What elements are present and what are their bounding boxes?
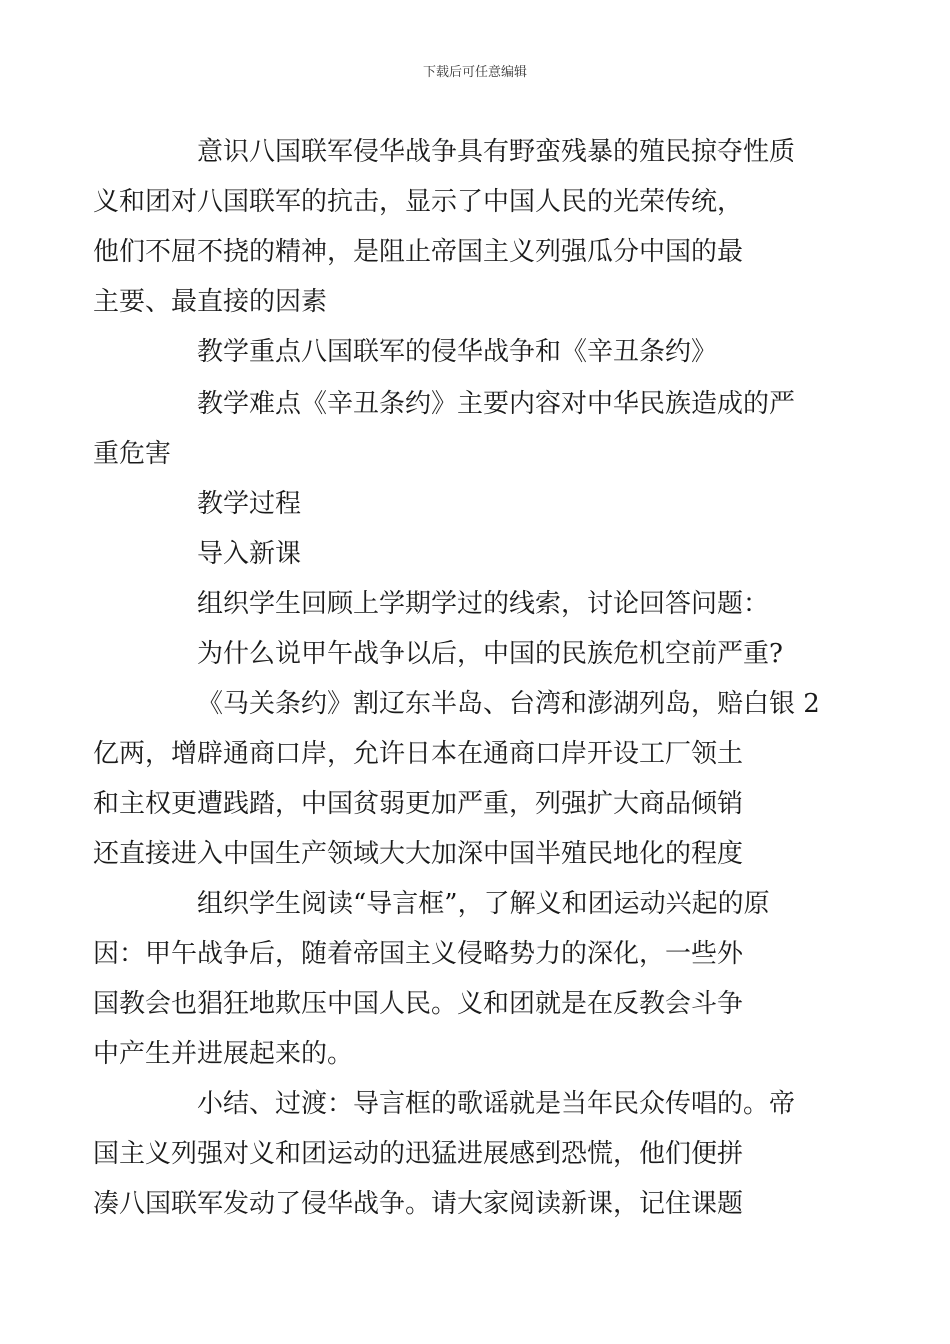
text-line: 教学过程 bbox=[197, 489, 302, 519]
text-line: 义和团对八国联军的抗击，显示了中国人民的光荣传统， bbox=[93, 187, 744, 217]
paragraph-teaching-focus bbox=[145, 327, 809, 377]
text-line: 亿两，增辟通商口岸，允许日本在通商口岸开设工厂领土 bbox=[93, 739, 744, 769]
paragraph-war-nature bbox=[93, 127, 809, 327]
text-line: 他们不屈不挠的精神，是阻止帝国主义列强瓜分中国的最 bbox=[93, 237, 744, 267]
text-line: 国主义列强对义和团运动的迅猛进展感到恐慌，他们便拼 bbox=[93, 1139, 744, 1169]
text-line: 组织学生回顾上学期学过的线索，讨论回答问题： bbox=[197, 589, 770, 619]
text-line: 国教会也猖狂地欺压中国人民。义和团就是在反教会斗争 bbox=[93, 989, 744, 1019]
text-line: 重危害 bbox=[93, 439, 172, 469]
text-line: 主要、最直接的因素 bbox=[93, 287, 328, 317]
text-line: 凑八国联军发动了侵华战争。请大家阅读新课，记住课题 bbox=[93, 1189, 744, 1219]
paragraph-treaty-of-shimonoseki bbox=[93, 679, 820, 879]
document-body bbox=[93, 127, 820, 1229]
text-line: 为什么说甲午战争以后，中国的民族危机空前严重? bbox=[197, 639, 783, 669]
text-line: 因：甲午战争后，随着帝国主义侵略势力的深化，一些外 bbox=[93, 939, 744, 969]
text-line: 意识八国联军侵华战争具有野蛮残暴的殖民掠夺性质 bbox=[197, 137, 796, 167]
paragraph-boxer-origin bbox=[93, 879, 809, 1079]
text-line: 小结、过渡：导言框的歌谣就是当年民众传唱的。帝 bbox=[197, 1089, 796, 1119]
text-line: 《马关条约》割辽东半岛、台湾和澎湖列岛，赔白银 2 bbox=[197, 689, 820, 719]
text-line: 和主权更遭践踏，中国贫弱更加严重，列强扩大商品倾销 bbox=[93, 789, 744, 819]
paragraph-review-task bbox=[145, 579, 809, 629]
text-line: 导入新课 bbox=[197, 539, 302, 569]
text-line: 教学重点八国联军的侵华战争和《辛丑条约》 bbox=[197, 337, 718, 367]
text-line: 组织学生阅读“导言框”，了解义和团运动兴起的原 bbox=[197, 889, 770, 919]
paragraph-teaching-difficulty bbox=[93, 379, 809, 479]
text-line: 中产生并进展起来的。 bbox=[93, 1039, 354, 1069]
paragraph-intro-new-lesson bbox=[145, 529, 809, 579]
paragraph-teaching-process bbox=[145, 479, 809, 529]
paragraph-question bbox=[145, 629, 809, 679]
page-header: 下载后可任意编辑 bbox=[422, 65, 527, 80]
text-line: 还直接进入中国生产领域大大加深中国半殖民地化的程度 bbox=[93, 839, 744, 869]
text-line: 教学难点《辛丑条约》主要内容对中华民族造成的严 bbox=[197, 389, 796, 419]
paragraph-summary-transition bbox=[93, 1079, 809, 1229]
